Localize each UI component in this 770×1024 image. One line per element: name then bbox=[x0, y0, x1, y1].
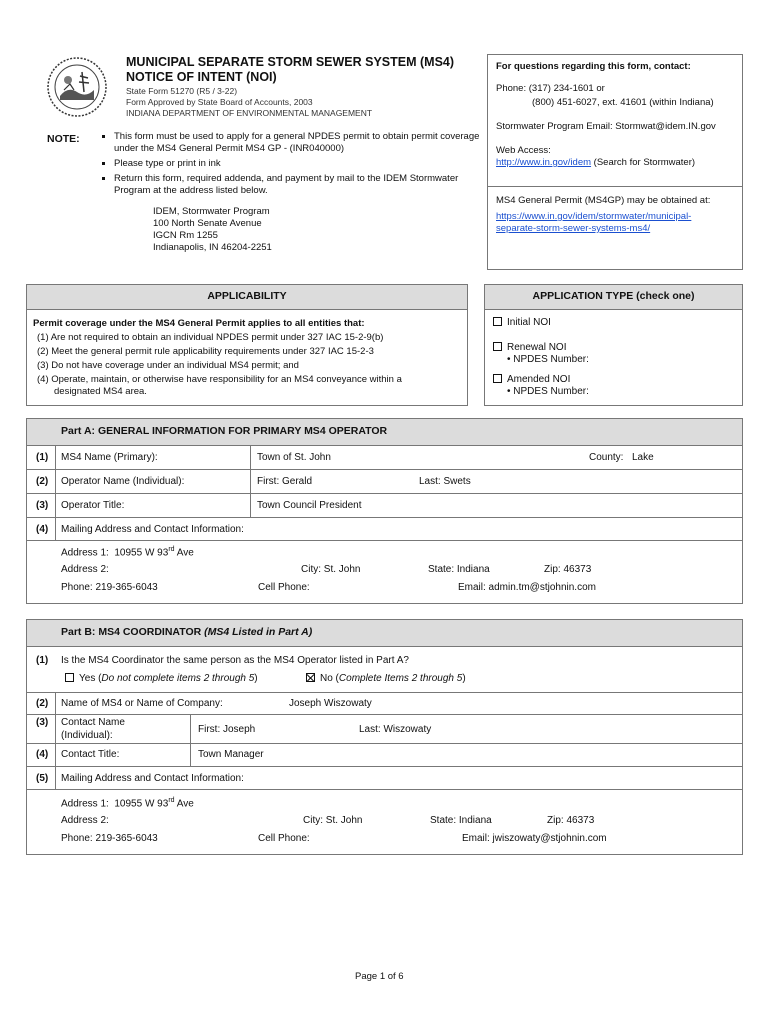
note-bullet: ▪ Return this form, required addenda, and payment by mail to the IDEM Stormwater Program at the address listed below. bbox=[114, 173, 482, 197]
mailing-label: Mailing Address and Contact Information: bbox=[61, 773, 244, 784]
address1-street: Ave bbox=[174, 798, 194, 810]
item-number: (1) bbox=[36, 452, 49, 463]
state-field[interactable]: State: Indiana bbox=[428, 564, 490, 575]
initial-noi-option[interactable] bbox=[493, 317, 551, 328]
operator-title-label: Operator Title: bbox=[61, 500, 125, 511]
ms4-name-label: MS4 Name (Primary): bbox=[61, 452, 158, 463]
applicability-header: APPLICABILITY bbox=[26, 284, 468, 310]
operator-name-label: Operator Name (Individual): bbox=[61, 476, 185, 487]
address1-suffix: rd bbox=[168, 797, 175, 804]
contact-title-value[interactable]: Town Manager bbox=[198, 749, 264, 760]
part-b-row-contact-name bbox=[26, 715, 743, 744]
amended-noi-checkbox[interactable] bbox=[493, 374, 502, 383]
item-number: (4) bbox=[36, 524, 49, 535]
part-a-row-mailing bbox=[26, 518, 743, 604]
row-divider bbox=[27, 540, 742, 541]
row-divider bbox=[27, 789, 742, 790]
contact-name-label: Contact Name bbox=[61, 717, 125, 728]
form-number: State Form 51270 (R5 / 3-22) bbox=[126, 86, 238, 96]
part-b-row-mailing bbox=[26, 767, 743, 855]
city-field[interactable]: City: St. John bbox=[301, 564, 361, 575]
address1-suffix: rd bbox=[168, 546, 175, 553]
row-divider bbox=[55, 518, 56, 540]
permit-link-line1[interactable]: https://www.in.gov/idem/stormwater/municipal- bbox=[496, 211, 692, 222]
part-b-title: Part B: MS4 COORDINATOR bbox=[61, 626, 205, 638]
renewal-noi-label: Renewal NOI bbox=[507, 342, 567, 353]
note-bullets bbox=[102, 131, 482, 200]
applicability-item: (1) Are not required to obtain an individual NPDES permit under 327 IAC 15-2-9(b) bbox=[37, 332, 384, 343]
row-divider bbox=[250, 446, 251, 469]
item-number: (1) bbox=[36, 655, 49, 666]
yes-checkbox[interactable] bbox=[65, 673, 74, 682]
phone-field[interactable]: Phone: 219-365-6043 bbox=[61, 582, 158, 593]
yes-close: ) bbox=[254, 673, 258, 684]
applicability-item-cont: designated MS4 area. bbox=[54, 386, 147, 397]
address1-line[interactable] bbox=[61, 797, 194, 809]
row-divider bbox=[55, 715, 56, 743]
permit-link-line2[interactable]: separate-storm-sewer-systems-ms4/ bbox=[496, 223, 651, 234]
part-b-row-company bbox=[26, 693, 743, 715]
row-divider bbox=[190, 744, 191, 766]
address2-label[interactable]: Address 2: bbox=[61, 815, 109, 826]
application-type-box bbox=[484, 309, 743, 406]
county-value[interactable]: Lake bbox=[632, 452, 654, 463]
idem-address-line: 100 North Senate Avenue bbox=[153, 218, 262, 229]
no-label: No ( bbox=[320, 673, 339, 684]
renewal-noi-checkbox[interactable] bbox=[493, 342, 502, 351]
state-field[interactable]: State: Indiana bbox=[430, 815, 492, 826]
applicability-box bbox=[26, 309, 468, 406]
row-divider bbox=[190, 715, 191, 743]
form-title-line2: NOTICE OF INTENT (NOI) bbox=[126, 70, 277, 84]
mailing-label: Mailing Address and Contact Information: bbox=[61, 524, 244, 535]
item-number: (3) bbox=[36, 717, 49, 728]
yes-option[interactable] bbox=[65, 673, 258, 684]
part-b-row-same-person bbox=[26, 647, 743, 693]
cell-phone-field[interactable]: Cell Phone: bbox=[258, 833, 310, 844]
no-checkbox[interactable] bbox=[306, 673, 315, 682]
operator-title-value[interactable]: Town Council President bbox=[257, 500, 362, 511]
zip-field[interactable]: Zip: 46373 bbox=[547, 815, 595, 826]
applicability-item: (4) Operate, maintain, or otherwise have responsibility for an MS4 conveyance within a bbox=[37, 374, 402, 385]
row-divider bbox=[55, 470, 56, 493]
row-divider bbox=[55, 744, 56, 766]
amended-npdes-label: NPDES Number: bbox=[513, 386, 589, 397]
row-divider bbox=[250, 470, 251, 493]
contact-box-divider bbox=[488, 186, 742, 187]
idem-web-link[interactable]: http://www.in.gov/idem bbox=[496, 157, 592, 168]
applicability-item: (2) Meet the general permit rule applicability requirements under 327 IAC 15-2-3 bbox=[37, 346, 374, 357]
row-divider bbox=[250, 494, 251, 517]
row-divider bbox=[55, 446, 56, 469]
no-note: Complete Items 2 through 5 bbox=[338, 673, 463, 684]
address1-value: 10955 W 93 bbox=[114, 547, 169, 559]
note-label: NOTE: bbox=[47, 133, 80, 145]
indiana-state-seal bbox=[46, 56, 108, 118]
applicability-lead: Permit coverage under the MS4 General Permit applies to all entities that: bbox=[33, 318, 365, 329]
part-b-row-contact-title bbox=[26, 744, 743, 767]
contact-name-sublabel: (Individual): bbox=[61, 730, 113, 741]
row-divider bbox=[55, 767, 56, 789]
operator-first-name[interactable]: First: Gerald bbox=[257, 476, 313, 487]
ms4-name-value[interactable]: Town of St. John bbox=[257, 452, 331, 463]
email-field[interactable]: Email: jwiszowaty@stjohnin.com bbox=[462, 833, 607, 844]
yes-note: Do not complete items 2 through 5 bbox=[101, 673, 255, 684]
address1-label: Address 1: bbox=[61, 547, 109, 559]
web-access-suffix: (Search for Stormwater) bbox=[591, 157, 696, 168]
contact-first-name[interactable]: First: Joseph bbox=[198, 724, 256, 735]
contact-heading: For questions regarding this form, contact: bbox=[496, 61, 691, 72]
part-a-header: Part A: GENERAL INFORMATION FOR PRIMARY MS4 OPERATOR bbox=[26, 418, 743, 446]
item-number: (5) bbox=[36, 773, 49, 784]
amended-noi-label: Amended NOI bbox=[507, 374, 571, 385]
item-number: (2) bbox=[36, 476, 49, 487]
form-title-line1: MUNICIPAL SEPARATE STORM SEWER SYSTEM (MS4) bbox=[126, 55, 455, 69]
phone-field[interactable]: Phone: 219-365-6043 bbox=[61, 833, 158, 844]
note-bullet: ▪ This form must be used to apply for a general NPDES permit to obtain permit coverage under the MS4 General Permit MS4 GP - (INR040000) bbox=[114, 131, 482, 155]
item-number: (4) bbox=[36, 749, 49, 760]
county-label: County: bbox=[589, 452, 624, 463]
amended-noi-option[interactable] bbox=[493, 374, 570, 385]
contact-phone1: Phone: (317) 234-1601 or bbox=[496, 83, 605, 94]
no-option[interactable] bbox=[306, 673, 466, 684]
email-field[interactable]: Email: admin.tm@stjohnin.com bbox=[458, 582, 596, 593]
initial-noi-checkbox[interactable] bbox=[493, 317, 502, 326]
address1-label: Address 1: bbox=[61, 798, 109, 810]
note-bullet: ▪ Please type or print in ink bbox=[114, 158, 482, 170]
part-a-row-ms4-name bbox=[26, 446, 743, 470]
address2-label[interactable]: Address 2: bbox=[61, 564, 109, 575]
company-value[interactable]: Joseph Wiszowaty bbox=[289, 698, 372, 709]
address1-street: Ave bbox=[174, 547, 194, 559]
part-a-row-operator-name bbox=[26, 470, 743, 494]
row-divider bbox=[55, 693, 56, 714]
cell-phone-field[interactable]: Cell Phone: bbox=[258, 582, 310, 593]
renewal-noi-option[interactable] bbox=[493, 342, 566, 353]
initial-noi-label: Initial NOI bbox=[507, 317, 551, 328]
idem-address-line: IGCN Rm 1255 bbox=[153, 230, 218, 241]
item-number: (2) bbox=[36, 698, 49, 709]
part-b-subtitle: (MS4 Listed in Part A) bbox=[204, 626, 313, 638]
item-number: (3) bbox=[36, 500, 49, 511]
part-b-header bbox=[26, 619, 743, 647]
idem-address-line: IDEM, Stormwater Program bbox=[153, 206, 270, 217]
contact-phone2: (800) 451-6027, ext. 41601 (within Indiana) bbox=[532, 97, 714, 108]
contact-email: Stormwater Program Email: Stormwat@idem.IN.gov bbox=[496, 121, 716, 132]
renewal-npdes-label: NPDES Number: bbox=[513, 354, 589, 365]
page-number: Page 1 of 6 bbox=[355, 971, 404, 982]
application-type-header: APPLICATION TYPE (check one) bbox=[484, 284, 743, 310]
web-access-label: Web Access: bbox=[496, 145, 551, 156]
form-approval: Form Approved by State Board of Accounts, 2003 bbox=[126, 97, 313, 107]
contact-title-label: Contact Title: bbox=[61, 749, 120, 760]
contact-info-box bbox=[487, 54, 743, 270]
operator-last-name[interactable]: Last: Swets bbox=[419, 476, 471, 487]
idem-address-line: Indianapolis, IN 46204-2251 bbox=[153, 242, 272, 253]
city-field[interactable]: City: St. John bbox=[303, 815, 363, 826]
amended-npdes-number[interactable]: • NPDES Number: bbox=[507, 386, 589, 397]
zip-field[interactable]: Zip: 46373 bbox=[544, 564, 592, 575]
address1-value: 10955 W 93 bbox=[114, 798, 169, 810]
yes-label: Yes ( bbox=[79, 673, 102, 684]
row-divider bbox=[55, 494, 56, 517]
renewal-npdes-number[interactable]: • NPDES Number: bbox=[507, 354, 589, 365]
no-close: ) bbox=[462, 673, 466, 684]
part-a-row-operator-title bbox=[26, 494, 743, 518]
address1-line[interactable] bbox=[61, 546, 194, 558]
applicability-item: (3) Do not have coverage under an individual MS4 permit; and bbox=[37, 360, 299, 371]
same-person-question: Is the MS4 Coordinator the same person as the MS4 Operator listed in Part A? bbox=[61, 655, 409, 666]
department-name: INDIANA DEPARTMENT OF ENVIRONMENTAL MANAGEMENT bbox=[126, 108, 373, 118]
contact-last-name[interactable]: Last: Wiszowaty bbox=[359, 724, 432, 735]
web-access-line bbox=[496, 157, 695, 168]
company-label: Name of MS4 or Name of Company: bbox=[61, 698, 223, 709]
permit-availability-text: MS4 General Permit (MS4GP) may be obtained at: bbox=[496, 195, 711, 206]
